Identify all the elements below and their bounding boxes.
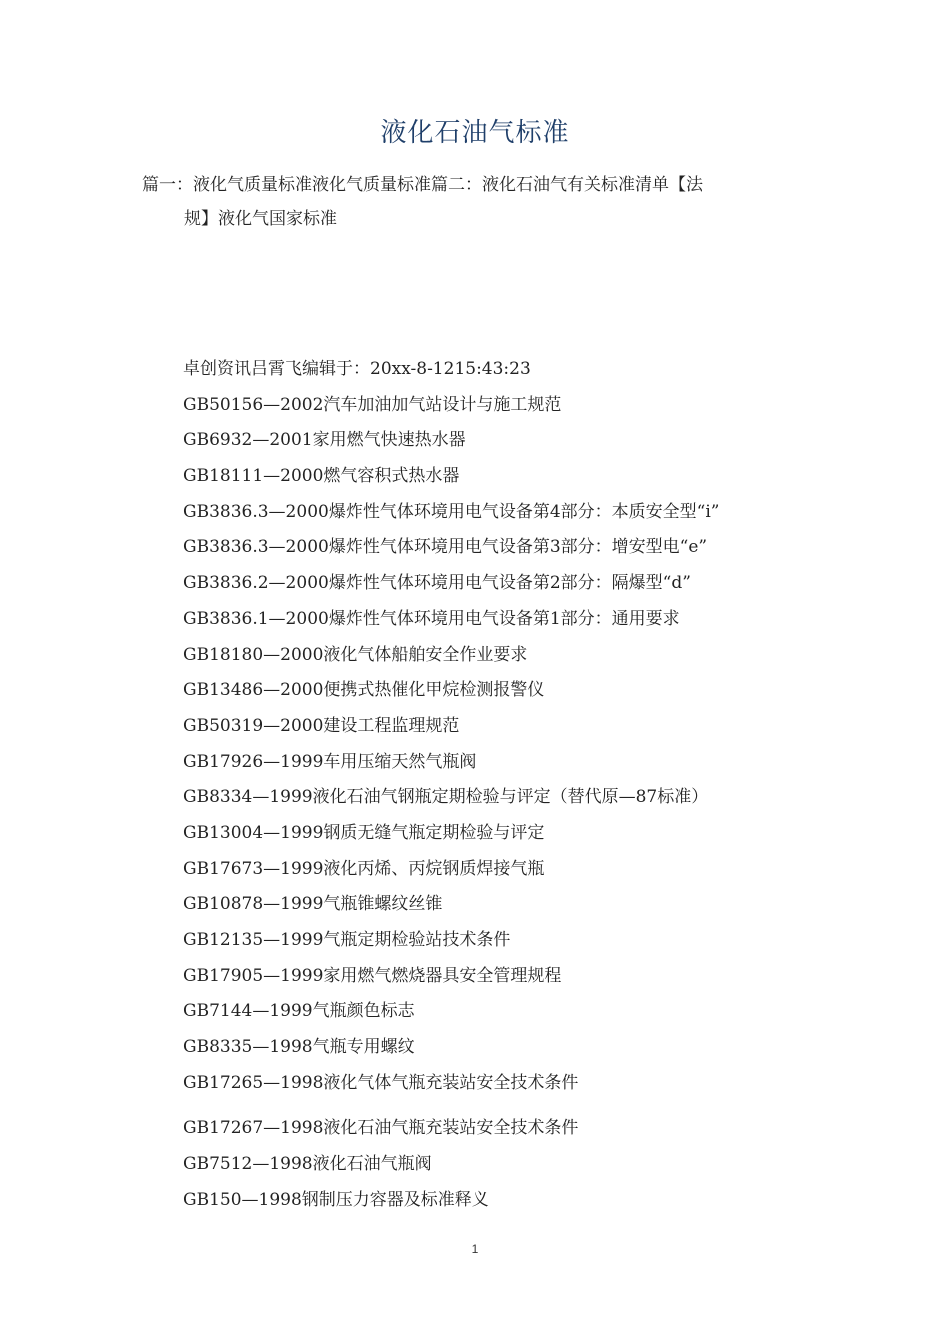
standard-item: GB3836.1—2000爆炸性气体环境用电气设备第1部分：通用要求	[183, 608, 680, 629]
standard-item: GB18111—2000燃气容积式热水器	[183, 466, 460, 487]
standard-item: GB3836.2—2000爆炸性气体环境用电气设备第2部分：隔爆型“d”	[183, 573, 691, 594]
standard-item: GB50156—2002汽车加油加气站设计与施工规范	[183, 394, 562, 415]
standard-item: GB50319—2000建设工程监理规范	[183, 715, 460, 736]
intro-line-2: 规】液化气国家标准	[184, 209, 337, 229]
standard-item: GB150—1998钢制压力容器及标准释义	[183, 1189, 489, 1210]
editor-note: 卓创资讯吕霄飞编辑于：20xx-8-1215:43:23	[183, 359, 531, 379]
intro-paragraph	[142, 168, 792, 236]
standard-item: GB7512—1998液化石油气瓶阀	[183, 1154, 432, 1175]
page-number: 1	[471, 1242, 479, 1256]
standard-item: GB7144—1999气瓶颜色标志	[183, 1001, 415, 1022]
intro-line-1: 篇一：液化气质量标准液化气质量标准篇二：液化石油气有关标准清单【法	[142, 175, 703, 195]
standard-item: GB13486—2000便携式热催化甲烷检测报警仪	[183, 680, 545, 701]
standard-item: GB12135—1999气瓶定期检验站技术条件	[183, 930, 511, 950]
standard-item: GB18180—2000液化气体船舶安全作业要求	[183, 644, 528, 665]
standard-item: GB17265—1998液化气体气瓶充装站安全技术条件	[183, 1072, 579, 1093]
standard-item: GB17267—1998液化石油气瓶充装站安全技术条件	[183, 1118, 579, 1139]
standard-item: GB8334—1999液化石油气钢瓶定期检验与评定（替代原—87标准）	[183, 787, 709, 808]
standard-item: GB3836.3—2000爆炸性气体环境用电气设备第3部分：增安型电“e”	[183, 537, 708, 558]
standard-item: GB17673—1999液化丙烯、丙烷钢质焊接气瓶	[183, 858, 545, 879]
standard-item: GB10878—1999气瓶锥螺纹丝锥	[183, 894, 443, 915]
document-title: 液化石油气标准	[380, 118, 570, 148]
standards-list	[183, 352, 883, 1219]
standard-item: GB17905—1999家用燃气燃烧器具安全管理规程	[183, 965, 562, 986]
standard-item: GB17926—1999车用压缩天然气瓶阀	[183, 751, 477, 772]
standard-item: GB3836.3—2000爆炸性气体环境用电气设备第4部分：本质安全型“i”	[183, 501, 720, 522]
standard-item: GB8335—1998气瓶专用螺纹	[183, 1037, 415, 1058]
standard-item: GB13004—1999钢质无缝气瓶定期检验与评定	[183, 822, 545, 843]
standard-item: GB6932—2001家用燃气快速热水器	[183, 430, 466, 451]
